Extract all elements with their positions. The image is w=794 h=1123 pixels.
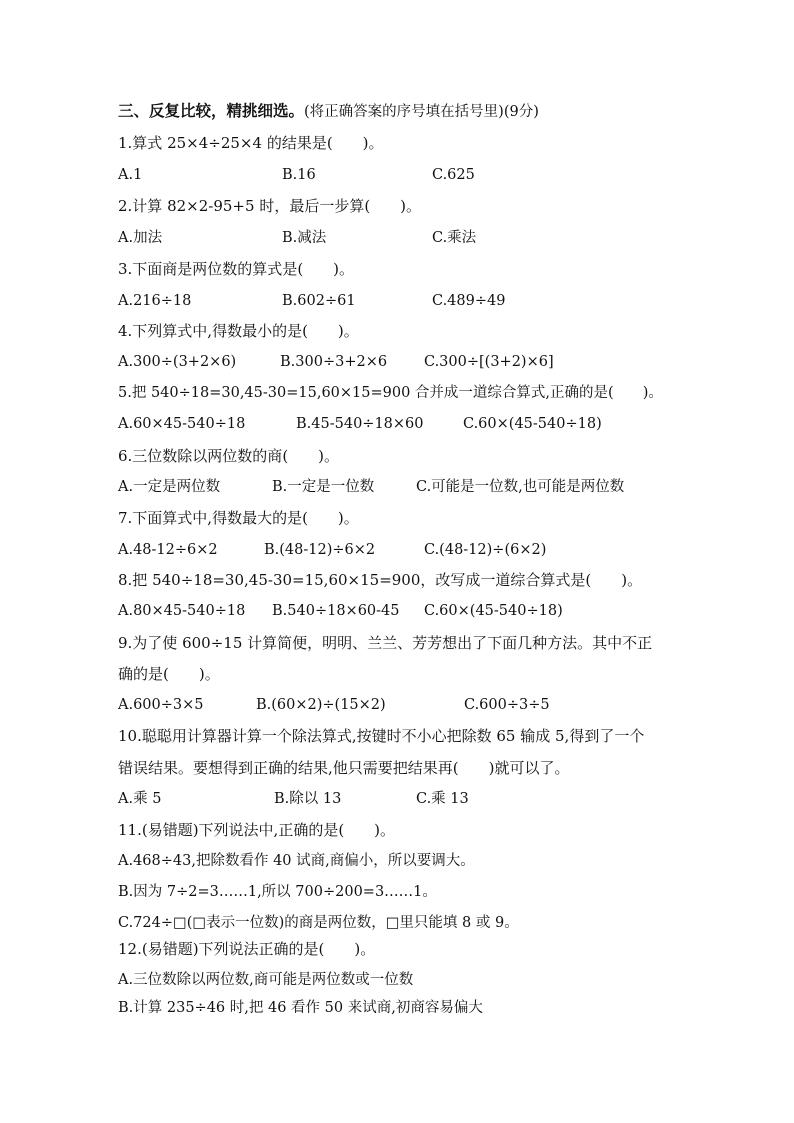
- q11-statement-c: C.724÷□(□表示一位数)的商是两位数，□里只能填 8 或 9。: [118, 915, 519, 931]
- q10-option-a: A.乘 5: [118, 791, 162, 807]
- section-note: (将正确答案的序号填在括号里)(9分): [304, 104, 539, 120]
- q10-option-c: C.乘 13: [416, 791, 469, 807]
- q7-option-a: A.48-12÷6×2: [118, 542, 218, 558]
- question-11: 11.(易错题)下列说法中,正确的是( )。: [118, 821, 396, 839]
- q4-option-a: A.300÷(3+2×6): [118, 354, 237, 370]
- q2-option-c: C.乘法: [432, 230, 477, 246]
- question-3: 3.下面商是两位数的算式是( )。: [118, 260, 355, 278]
- q2-option-a: A.加法: [118, 230, 163, 246]
- q5-option-c: C.60×(45-540÷18): [463, 416, 602, 432]
- question-8: 8.把 540÷18=30,45-30=15,60×15=900，改写成一道综合算式是( )。: [118, 571, 643, 589]
- question-6: 6.三位数除以两位数的商( )。: [118, 447, 340, 465]
- q9-option-b: B.(60×2)÷(15×2): [256, 697, 386, 713]
- question-10-cont: 错误结果。要想得到正确的结果,他只需要把结果再( )就可以了。: [118, 759, 570, 777]
- q7-option-b: B.(48-12)÷6×2: [264, 542, 376, 558]
- q3-option-c: C.489÷49: [432, 293, 506, 309]
- question-4: 4.下列算式中,得数最小的是( )。: [118, 322, 359, 340]
- q5-option-b: B.45-540÷18×60: [296, 416, 424, 432]
- question-5: 5.把 540÷18=30,45-30=15,60×15=900 合并成一道综合算式,正确的是( )。: [118, 385, 663, 401]
- q3-option-a: A.216÷18: [118, 293, 192, 309]
- question-10: 10.聪聪用计算器计算一个除法算式,按键时不小心把除数 65 输成 5,得到了一个: [118, 727, 645, 745]
- question-1: 1.算式 25×4÷25×4 的结果是( )。: [118, 134, 384, 152]
- q4-option-c: C.300÷[(3+2)×6]: [424, 354, 554, 370]
- q10-option-b: B.除以 13: [274, 791, 342, 807]
- section-title: 三、反复比较，精挑细选。: [118, 101, 305, 120]
- q1-option-b: B.16: [282, 167, 316, 183]
- q5-option-a: A.60×45-540÷18: [118, 416, 246, 432]
- q6-option-a: A.一定是两位数: [118, 479, 221, 495]
- q9-option-a: A.600÷3×5: [118, 697, 204, 713]
- question-12: 12.(易错题)下列说法正确的是( )。: [118, 940, 376, 958]
- question-9-cont: 确的是( )。: [118, 665, 220, 683]
- q1-option-c: C.625: [432, 167, 475, 183]
- q8-option-a: A.80×45-540÷18: [118, 603, 246, 619]
- q11-statement-b: B.因为 7÷2=3……1,所以 700÷200=3……1。: [118, 884, 437, 900]
- q12-statement-b: B.计算 235÷46 时,把 46 看作 50 来试商,初商容易偏大: [118, 1000, 483, 1016]
- q7-option-c: C.(48-12)÷(6×2): [424, 542, 547, 558]
- q8-option-b: B.540÷18×60-45: [272, 603, 400, 619]
- q6-option-c: C.可能是一位数,也可能是两位数: [416, 479, 625, 495]
- q3-option-b: B.602÷61: [282, 293, 356, 309]
- q9-option-c: C.600÷3÷5: [464, 697, 550, 713]
- question-7: 7.下面算式中,得数最大的是( )。: [118, 509, 359, 527]
- q8-option-c: C.60×(45-540÷18): [424, 603, 563, 619]
- q6-option-b: B.一定是一位数: [272, 479, 375, 495]
- q2-option-b: B.减法: [282, 230, 327, 246]
- q11-statement-a: A.468÷43,把除数看作 40 试商,商偏小，所以要调大。: [118, 853, 475, 869]
- q1-option-a: A.1: [118, 167, 143, 183]
- question-9: 9.为了使 600÷15 计算简便，明明、兰兰、芳芳想出了下面几种方法。其中不正: [118, 634, 653, 652]
- q12-statement-a: A.三位数除以两位数,商可能是两位数或一位数: [118, 972, 414, 988]
- q4-option-b: B.300÷3+2×6: [280, 354, 388, 370]
- section-heading: [118, 101, 539, 122]
- question-2: 2.计算 82×2-95+5 时，最后一步算( )。: [118, 197, 422, 215]
